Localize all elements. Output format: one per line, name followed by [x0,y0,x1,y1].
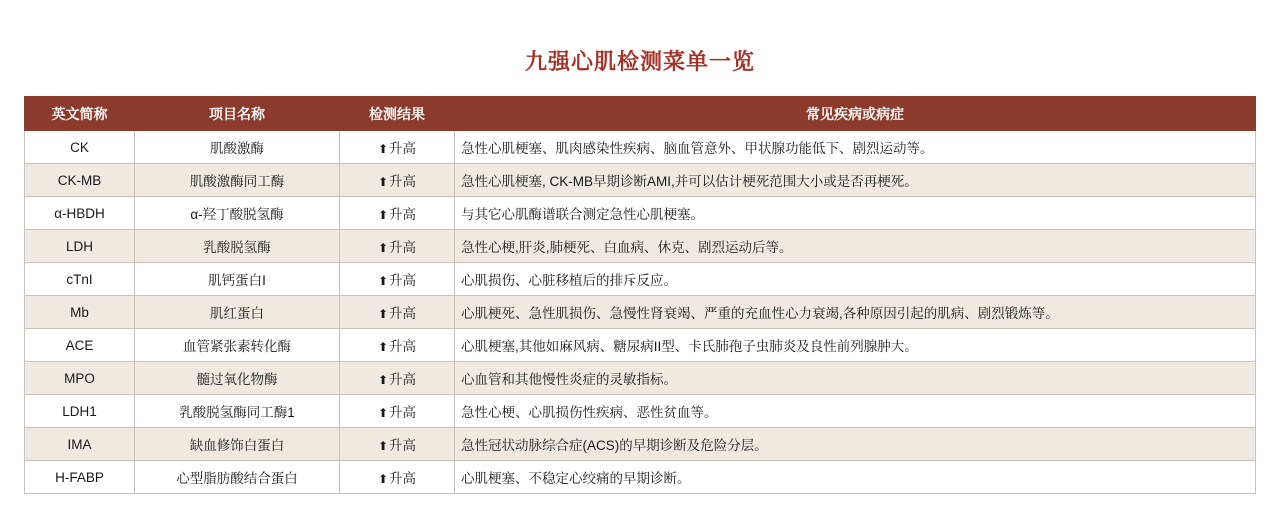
cell-desc: 急性心肌梗塞, CK-MB早期诊断AMI,并可以估计梗死范围大小或是否再梗死。 [455,164,1256,197]
result-label: 升高 [389,174,417,189]
cell-name: 肌酸激酶同工酶 [135,164,340,197]
result-label: 升高 [389,273,417,288]
cell-result [340,197,455,230]
cell-abbr: LDH1 [25,395,135,428]
cell-desc: 心肌损伤、心脏移植后的排斥反应。 [455,263,1256,296]
cell-result [340,131,455,164]
cell-abbr: MPO [25,362,135,395]
result-label: 升高 [389,438,417,453]
cell-name: 乳酸脱氢酶同工酶1 [135,395,340,428]
cell-desc: 心肌梗塞、不稳定心绞痛的早期诊断。 [455,461,1256,494]
cell-result [340,461,455,494]
column-header-name: 项目名称 [135,97,340,131]
up-arrow-icon: ⬆ [377,241,389,255]
cell-name: 缺血修饰白蛋白 [135,428,340,461]
up-arrow-icon: ⬆ [377,175,389,189]
table-row [25,263,1256,296]
result-label: 升高 [389,339,417,354]
table-body [25,131,1256,494]
result-label: 升高 [389,471,417,486]
cell-result [340,362,455,395]
table-row [25,230,1256,263]
cell-name: 肌钙蛋白I [135,263,340,296]
result-label: 升高 [389,405,417,420]
cell-abbr: Mb [25,296,135,329]
table-header [25,97,1256,131]
cell-desc: 急性心肌梗塞、肌肉感染性疾病、脑血管意外、甲状腺功能低下、剧烈运动等。 [455,131,1256,164]
up-arrow-icon: ⬆ [377,208,389,222]
cell-desc: 心肌梗塞,其他如麻风病、糖尿病II型、卡氏肺孢子虫肺炎及良性前列腺肿大。 [455,329,1256,362]
up-arrow-icon: ⬆ [377,274,389,288]
cardiac-marker-table [24,96,1256,494]
cell-abbr: LDH [25,230,135,263]
page-title: 九强心肌检测菜单一览 [524,49,755,74]
cell-result [340,164,455,197]
cell-result [340,230,455,263]
cell-result [340,329,455,362]
cell-result [340,263,455,296]
result-label: 升高 [389,141,417,156]
up-arrow-icon: ⬆ [377,472,389,486]
result-label: 升高 [389,306,417,321]
cell-result [340,428,455,461]
cell-desc: 心肌梗死、急性肌损伤、急慢性肾衰竭、严重的充血性心力衰竭,各种原因引起的肌病、剧烈锻炼等。 [455,296,1256,329]
cell-result [340,395,455,428]
up-arrow-icon: ⬆ [377,439,389,453]
table-row [25,362,1256,395]
table-header-row [25,97,1256,131]
cell-desc: 心血管和其他慢性炎症的灵敏指标。 [455,362,1256,395]
up-arrow-icon: ⬆ [377,142,389,156]
result-label: 升高 [389,372,417,387]
cell-desc: 与其它心肌酶谱联合测定急性心肌梗塞。 [455,197,1256,230]
cell-desc: 急性冠状动脉综合症(ACS)的早期诊断及危险分层。 [455,428,1256,461]
cell-result [340,296,455,329]
result-label: 升高 [389,240,417,255]
table-row [25,461,1256,494]
cell-desc: 急性心梗,肝炎,肺梗死、白血病、休克、剧烈运动后等。 [455,230,1256,263]
cell-name: 血管紧张素转化酶 [135,329,340,362]
column-header-desc: 常见疾病或病症 [455,97,1256,131]
cell-abbr: H-FABP [25,461,135,494]
table-container [0,96,1280,494]
cell-abbr: CK [25,131,135,164]
cell-name: 乳酸脱氢酶 [135,230,340,263]
up-arrow-icon: ⬆ [377,373,389,387]
table-row [25,329,1256,362]
cell-abbr: IMA [25,428,135,461]
table-row [25,164,1256,197]
table-row [25,428,1256,461]
cell-name: 肌酸激酶 [135,131,340,164]
cell-abbr: ACE [25,329,135,362]
up-arrow-icon: ⬆ [377,307,389,321]
cell-name: α-羟丁酸脱氢酶 [135,197,340,230]
cell-abbr: CK-MB [25,164,135,197]
cell-abbr: α-HBDH [25,197,135,230]
table-row [25,395,1256,428]
up-arrow-icon: ⬆ [377,406,389,420]
result-label: 升高 [389,207,417,222]
cell-name: 髓过氧化物酶 [135,362,340,395]
up-arrow-icon: ⬆ [377,340,389,354]
cell-name: 肌红蛋白 [135,296,340,329]
column-header-abbr: 英文简称 [25,97,135,131]
column-header-result: 检测结果 [340,97,455,131]
cell-abbr: cTnI [25,263,135,296]
table-row [25,131,1256,164]
table-row [25,296,1256,329]
cell-desc: 急性心梗、心肌损伤性疾病、恶性贫血等。 [455,395,1256,428]
table-row [25,197,1256,230]
cell-name: 心型脂肪酸结合蛋白 [135,461,340,494]
